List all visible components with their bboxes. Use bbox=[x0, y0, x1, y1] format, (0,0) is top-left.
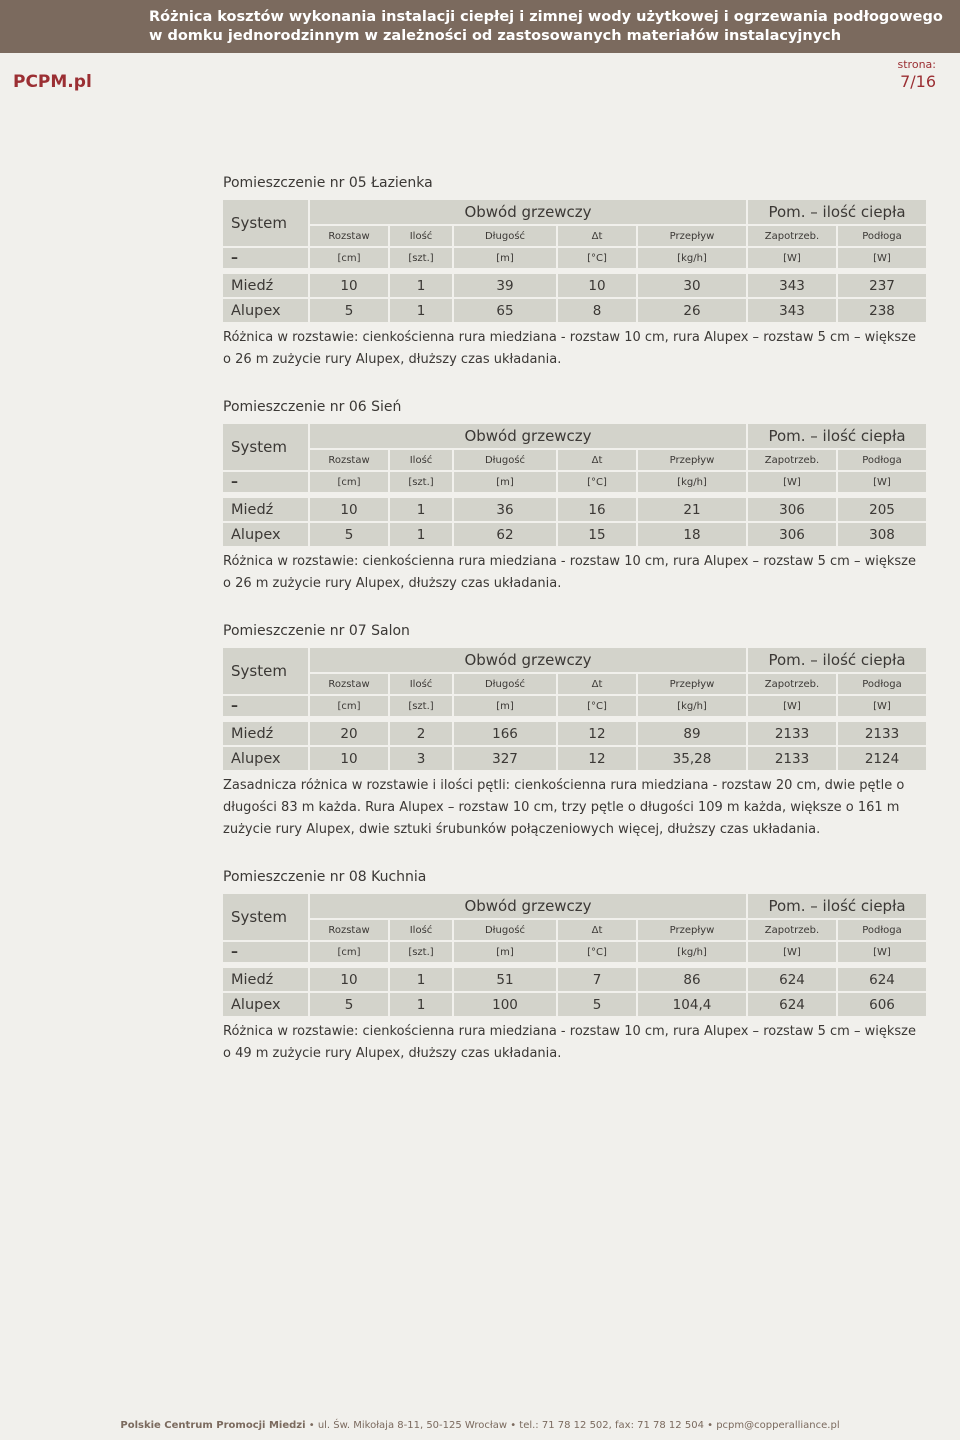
footer-address: ul. Św. Mikołaja 8-11, 50-125 Wrocław bbox=[317, 1420, 508, 1431]
column-header: Długość bbox=[454, 920, 556, 940]
value-cell: 20 bbox=[310, 722, 388, 745]
room-note: Różnica w rozstawie: cienkościenna rura miedziana - rozstaw 10 cm, rura Alupex – rozstaw 5 cm – większe o 49 m zużycie rury Alupex, dłuższy czas układania. bbox=[223, 1024, 916, 1061]
column-header: Długość bbox=[454, 450, 556, 470]
value-cell: 26 bbox=[638, 299, 746, 322]
system-header: System bbox=[223, 648, 308, 694]
spacer bbox=[223, 196, 926, 198]
spacer bbox=[223, 644, 926, 646]
unit-cell: [°C] bbox=[558, 696, 636, 716]
room-title: Pomieszczenie nr 07 Salon bbox=[223, 623, 410, 639]
unit-cell: [W] bbox=[838, 472, 926, 492]
system-header: System bbox=[223, 894, 308, 940]
room-table bbox=[221, 194, 928, 324]
unit-cell: [°C] bbox=[558, 942, 636, 962]
value-cell: 343 bbox=[748, 299, 836, 322]
unit-cell: [W] bbox=[748, 472, 836, 492]
unit-system-cell: – bbox=[223, 472, 308, 492]
column-header: Zapotrzeb. bbox=[748, 226, 836, 246]
system-cell: Alupex bbox=[223, 299, 308, 322]
table-row bbox=[223, 523, 926, 546]
unit-cell: [m] bbox=[454, 472, 556, 492]
value-cell: 12 bbox=[558, 747, 636, 770]
column-header: Ilość bbox=[390, 226, 452, 246]
room-section bbox=[223, 396, 922, 595]
unit-cell: [cm] bbox=[310, 942, 388, 962]
unit-cell: [W] bbox=[748, 248, 836, 268]
room-heat-header: Pom. – ilość ciepła bbox=[748, 648, 926, 672]
value-cell: 308 bbox=[838, 523, 926, 546]
value-cell: 238 bbox=[838, 299, 926, 322]
unit-cell: [W] bbox=[838, 942, 926, 962]
value-cell: 2124 bbox=[838, 747, 926, 770]
column-header: Zapotrzeb. bbox=[748, 674, 836, 694]
document-title bbox=[149, 8, 943, 45]
room-title: Pomieszczenie nr 08 Kuchnia bbox=[223, 869, 427, 885]
footer-separator: • bbox=[308, 1420, 318, 1431]
table-row bbox=[223, 747, 926, 770]
room-table bbox=[221, 642, 928, 772]
room-heat-header: Pom. – ilość ciepła bbox=[748, 424, 926, 448]
unit-cell: [°C] bbox=[558, 248, 636, 268]
value-cell: 18 bbox=[638, 523, 746, 546]
system-cell: Miedź bbox=[223, 498, 308, 521]
footer-email[interactable]: pcpm@copperalliance.pl bbox=[716, 1420, 840, 1431]
spacer bbox=[223, 964, 926, 966]
table-row bbox=[223, 498, 926, 521]
room-title: Pomieszczenie nr 06 Sień bbox=[223, 399, 402, 415]
column-header: Zapotrzeb. bbox=[748, 450, 836, 470]
value-cell: 5 bbox=[310, 993, 388, 1016]
column-header: Przepływ bbox=[638, 226, 746, 246]
room-note: Różnica w rozstawie: cienkościenna rura miedziana - rozstaw 10 cm, rura Alupex – rozstaw 5 cm – większe o 26 m zużycie rury Alupex, dłuższy czas układania. bbox=[223, 330, 916, 367]
unit-cell: [szt.] bbox=[390, 472, 452, 492]
value-cell: 16 bbox=[558, 498, 636, 521]
footer-org: Polskie Centrum Promocji Miedzi bbox=[120, 1420, 306, 1431]
value-cell: 1 bbox=[390, 968, 452, 991]
value-cell: 205 bbox=[838, 498, 926, 521]
column-header: Δt bbox=[558, 450, 636, 470]
value-cell: 237 bbox=[838, 274, 926, 297]
value-cell: 7 bbox=[558, 968, 636, 991]
column-header: Przepływ bbox=[638, 920, 746, 940]
unit-system-cell: – bbox=[223, 248, 308, 268]
value-cell: 10 bbox=[310, 968, 388, 991]
unit-cell: [m] bbox=[454, 942, 556, 962]
value-cell: 15 bbox=[558, 523, 636, 546]
column-header: Ilość bbox=[390, 674, 452, 694]
value-cell: 166 bbox=[454, 722, 556, 745]
system-cell: Alupex bbox=[223, 993, 308, 1016]
column-header: Δt bbox=[558, 920, 636, 940]
unit-cell: [cm] bbox=[310, 696, 388, 716]
value-cell: 343 bbox=[748, 274, 836, 297]
value-cell: 1 bbox=[390, 498, 452, 521]
value-cell: 1 bbox=[390, 993, 452, 1016]
column-header: Ilość bbox=[390, 920, 452, 940]
header-bar bbox=[0, 0, 960, 53]
unit-cell: [cm] bbox=[310, 472, 388, 492]
room-section bbox=[223, 172, 922, 371]
system-cell: Miedź bbox=[223, 968, 308, 991]
unit-system-cell: – bbox=[223, 696, 308, 716]
spacer bbox=[223, 494, 926, 496]
value-cell: 86 bbox=[638, 968, 746, 991]
value-cell: 624 bbox=[748, 993, 836, 1016]
value-cell: 1 bbox=[390, 274, 452, 297]
value-cell: 624 bbox=[838, 968, 926, 991]
value-cell: 5 bbox=[558, 993, 636, 1016]
column-header: Podłoga bbox=[838, 920, 926, 940]
room-section bbox=[223, 866, 922, 1065]
value-cell: 8 bbox=[558, 299, 636, 322]
value-cell: 36 bbox=[454, 498, 556, 521]
circuit-header: Obwód grzewczy bbox=[310, 424, 746, 448]
table-row bbox=[223, 993, 926, 1016]
spacer bbox=[223, 420, 926, 422]
room-heat-header: Pom. – ilość ciepła bbox=[748, 200, 926, 224]
table-row bbox=[223, 722, 926, 745]
column-header: Podłoga bbox=[838, 226, 926, 246]
value-cell: 10 bbox=[558, 274, 636, 297]
value-cell: 21 bbox=[638, 498, 746, 521]
unit-cell: [m] bbox=[454, 248, 556, 268]
room-table bbox=[221, 418, 928, 548]
circuit-header: Obwód grzewczy bbox=[310, 648, 746, 672]
unit-cell: [W] bbox=[748, 696, 836, 716]
value-cell: 5 bbox=[310, 299, 388, 322]
column-header: Δt bbox=[558, 226, 636, 246]
unit-cell: [szt.] bbox=[390, 696, 452, 716]
page-number: 7/16 bbox=[900, 72, 936, 91]
value-cell: 104,4 bbox=[638, 993, 746, 1016]
value-cell: 65 bbox=[454, 299, 556, 322]
circuit-header: Obwód grzewczy bbox=[310, 200, 746, 224]
value-cell: 2133 bbox=[748, 747, 836, 770]
unit-cell: [kg/h] bbox=[638, 472, 746, 492]
column-header: Długość bbox=[454, 674, 556, 694]
system-header: System bbox=[223, 424, 308, 470]
column-header: Zapotrzeb. bbox=[748, 920, 836, 940]
column-header: Przepływ bbox=[638, 450, 746, 470]
room-note: Różnica w rozstawie: cienkościenna rura miedziana - rozstaw 10 cm, rura Alupex – rozstaw 5 cm – większe o 26 m zużycie rury Alupex, dłuższy czas układania. bbox=[223, 554, 916, 591]
column-header: Podłoga bbox=[838, 450, 926, 470]
value-cell: 306 bbox=[748, 498, 836, 521]
value-cell: 2 bbox=[390, 722, 452, 745]
brand-link[interactable]: PCPM.pl bbox=[13, 72, 92, 92]
system-cell: Miedź bbox=[223, 722, 308, 745]
unit-cell: [kg/h] bbox=[638, 248, 746, 268]
room-title: Pomieszczenie nr 05 Łazienka bbox=[223, 175, 433, 191]
value-cell: 12 bbox=[558, 722, 636, 745]
footer-separator: • bbox=[707, 1420, 717, 1431]
column-header: Rozstaw bbox=[310, 226, 388, 246]
spacer bbox=[223, 890, 926, 892]
value-cell: 89 bbox=[638, 722, 746, 745]
column-header: Rozstaw bbox=[310, 920, 388, 940]
unit-cell: [kg/h] bbox=[638, 696, 746, 716]
value-cell: 606 bbox=[838, 993, 926, 1016]
column-header: Przepływ bbox=[638, 674, 746, 694]
room-heat-header: Pom. – ilość ciepła bbox=[748, 894, 926, 918]
value-cell: 5 bbox=[310, 523, 388, 546]
spacer bbox=[223, 270, 926, 272]
value-cell: 1 bbox=[390, 523, 452, 546]
value-cell: 10 bbox=[310, 498, 388, 521]
value-cell: 35,28 bbox=[638, 747, 746, 770]
system-cell: Alupex bbox=[223, 747, 308, 770]
footer-separator: • bbox=[510, 1420, 520, 1431]
value-cell: 62 bbox=[454, 523, 556, 546]
room-table bbox=[221, 888, 928, 1018]
value-cell: 39 bbox=[454, 274, 556, 297]
value-cell: 306 bbox=[748, 523, 836, 546]
value-cell: 327 bbox=[454, 747, 556, 770]
room-note: Zasadnicza różnica w rozstawie i ilości pętli: cienkościenna rura miedziana - rozstaw 20 cm, dwie pętle o długości 83 m każda. Rura Alupex – rozstaw 10 cm, trzy pętle o długości 109 m każda, większe o 161 m zużycie rury Alupex, dwie sztuki śrubunków połączeniowych więcej, dłuższy czas układania. bbox=[223, 778, 905, 837]
value-cell: 2133 bbox=[838, 722, 926, 745]
unit-cell: [m] bbox=[454, 696, 556, 716]
table-row bbox=[223, 299, 926, 322]
value-cell: 100 bbox=[454, 993, 556, 1016]
system-cell: Alupex bbox=[223, 523, 308, 546]
value-cell: 10 bbox=[310, 274, 388, 297]
value-cell: 624 bbox=[748, 968, 836, 991]
unit-cell: [kg/h] bbox=[638, 942, 746, 962]
value-cell: 1 bbox=[390, 299, 452, 322]
column-header: Rozstaw bbox=[310, 450, 388, 470]
unit-cell: [W] bbox=[838, 248, 926, 268]
column-header: Δt bbox=[558, 674, 636, 694]
value-cell: 51 bbox=[454, 968, 556, 991]
value-cell: 3 bbox=[390, 747, 452, 770]
room-section bbox=[223, 620, 922, 841]
unit-cell: [W] bbox=[838, 696, 926, 716]
footer-phone: tel.: 71 78 12 502, fax: 71 78 12 504 bbox=[519, 1420, 704, 1431]
unit-cell: [szt.] bbox=[390, 942, 452, 962]
table-row bbox=[223, 968, 926, 991]
column-header: Rozstaw bbox=[310, 674, 388, 694]
title-line-1: Różnica kosztów wykonania instalacji ciepłej i zimnej wody użytkowej i ogrzewania podłogowego bbox=[149, 9, 943, 25]
column-header: Ilość bbox=[390, 450, 452, 470]
column-header: Długość bbox=[454, 226, 556, 246]
table-row bbox=[223, 274, 926, 297]
circuit-header: Obwód grzewczy bbox=[310, 894, 746, 918]
value-cell: 30 bbox=[638, 274, 746, 297]
spacer bbox=[223, 718, 926, 720]
footer bbox=[0, 1420, 960, 1431]
value-cell: 10 bbox=[310, 747, 388, 770]
unit-cell: [W] bbox=[748, 942, 836, 962]
title-line-2: w domku jednorodzinnym w zależności od zastosowanych materiałów instalacyjnych bbox=[149, 27, 842, 44]
unit-cell: [°C] bbox=[558, 472, 636, 492]
unit-system-cell: – bbox=[223, 942, 308, 962]
unit-cell: [szt.] bbox=[390, 248, 452, 268]
page-label: strona: bbox=[897, 58, 936, 71]
unit-cell: [cm] bbox=[310, 248, 388, 268]
column-header: Podłoga bbox=[838, 674, 926, 694]
value-cell: 2133 bbox=[748, 722, 836, 745]
system-header: System bbox=[223, 200, 308, 246]
system-cell: Miedź bbox=[223, 274, 308, 297]
